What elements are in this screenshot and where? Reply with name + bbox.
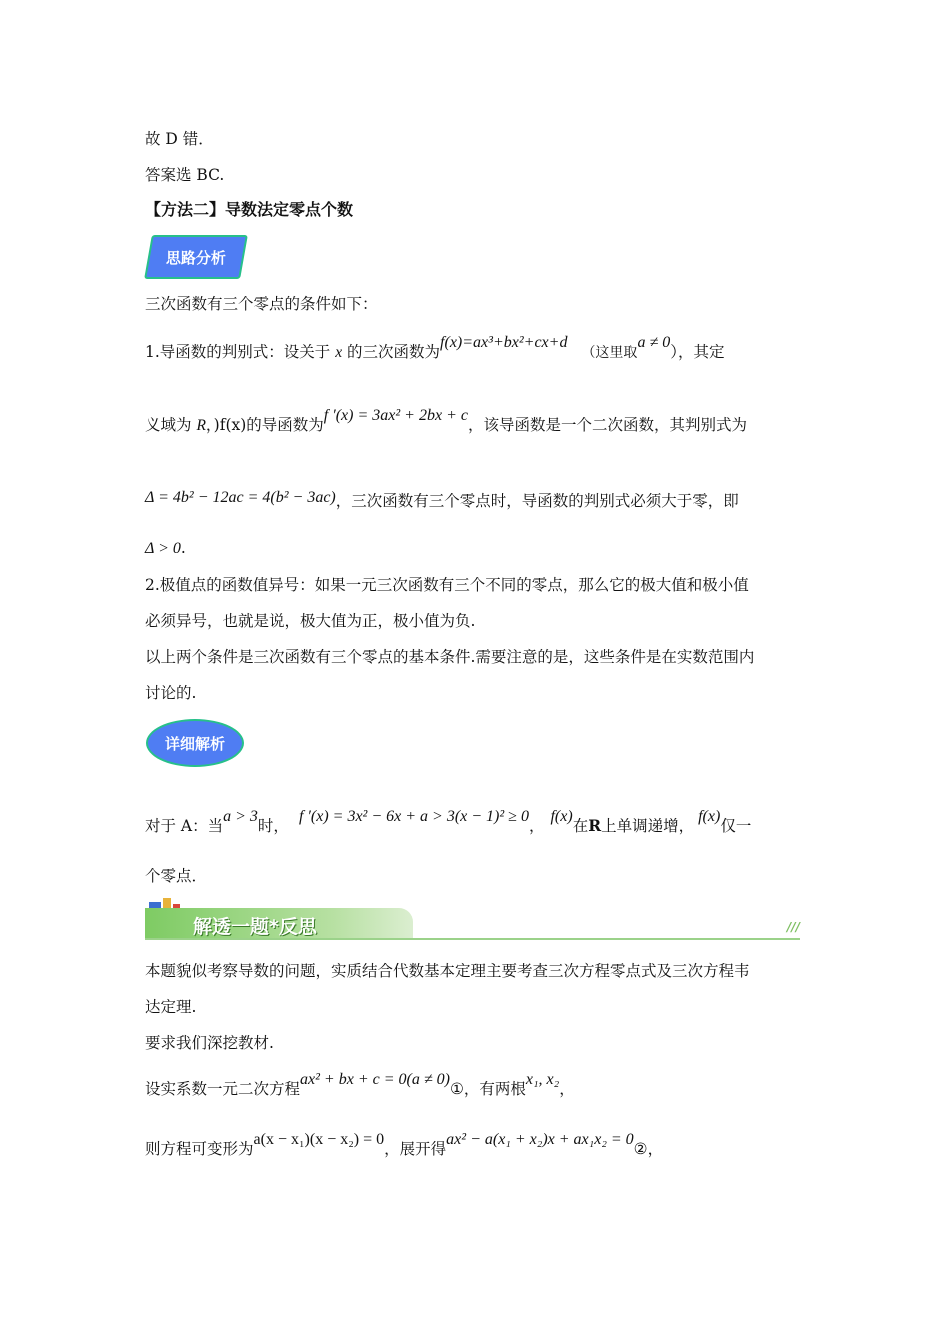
reflection-banner	[145, 896, 800, 942]
text: ②，	[633, 1140, 664, 1158]
text-line: 必须异号，也就是说，极大值为正，极小值为负.	[145, 612, 476, 630]
text: 设实系数一元二次方程	[145, 1080, 301, 1098]
text: 仅一	[720, 817, 752, 835]
option-a-formula: f ′(x) = 3x² − 6x + a > 3(x − 1)² ≥ 0	[298, 808, 529, 825]
condition-1-line	[145, 334, 725, 364]
expanded-formula: ax² − a(x₁ + x₂)x + ax₁x₂ = 0	[446, 1131, 634, 1148]
var-R: R	[196, 417, 206, 434]
text-line: 以上两个条件是三次函数有三个零点的基本条件.需要注意的是，这些条件是在实数范围内	[145, 648, 755, 666]
factor-line	[145, 1131, 664, 1161]
text: 在	[572, 817, 589, 835]
text: 时，	[257, 817, 289, 835]
text: ，)f(x)的导函数为	[205, 416, 324, 434]
delta-line	[145, 537, 186, 560]
text: 上单调递增，	[601, 817, 695, 835]
text: 的三次函数为	[342, 343, 441, 361]
factored-formula: a(x − x₁)(x − x₂) = 0	[253, 1131, 385, 1148]
text: ，展开得	[384, 1140, 447, 1158]
fx: f(x)	[698, 808, 721, 825]
var-x: x	[335, 344, 343, 361]
reflection-line: 本题貌似考察导数的问题，实质结合代数基本定理主要考查三次方程零点式及三次方程韦	[145, 962, 750, 980]
text-line: 达定理.	[145, 998, 197, 1016]
section-heading: 【方法二】导数法定零点个数	[145, 200, 354, 219]
text-line: 要求我们深挖教材.	[145, 1034, 274, 1052]
text: ），其定	[670, 343, 725, 361]
fx: f(x)	[550, 808, 573, 825]
text-line: 个零点．	[145, 867, 208, 885]
text: .	[180, 539, 186, 557]
text: ，	[528, 817, 545, 835]
text: 1.导函数的判别式：设关于	[145, 343, 336, 361]
banner-underline	[145, 938, 800, 940]
option-a-line	[145, 808, 752, 838]
quadratic-formula: ax² + bx + c = 0(a ≠ 0)	[300, 1071, 450, 1088]
derivative-formula: f ′(x) = 3ax² + 2bx + c	[323, 407, 468, 424]
text: 则方程可变形为	[145, 1140, 254, 1158]
a-condition: a > 3	[223, 808, 258, 825]
analysis-badge-label: 思路分析	[165, 249, 226, 267]
text: ①，有两根	[449, 1080, 526, 1098]
discriminant-line	[145, 490, 739, 513]
set-R: R	[588, 816, 602, 835]
text-line: 故 D 错．	[145, 130, 214, 148]
cubic-formula: f(x)=ax³+bx²+cx+d	[440, 334, 568, 351]
detail-badge	[146, 719, 244, 767]
banner-title: 解透一题*反思	[193, 916, 317, 938]
text: 义域为	[145, 416, 197, 434]
detail-badge-label: 详细解析	[165, 735, 226, 753]
roots: x₁, x₂	[525, 1071, 560, 1088]
text: ，三次函数有三个零点时，导函数的判别式必须大于零，即	[335, 492, 739, 510]
intro-line: 三次函数有三个零点的条件如下：	[145, 295, 378, 313]
text: （这里取	[581, 345, 638, 361]
analysis-badge	[144, 235, 248, 279]
delta-positive: Δ > 0	[145, 540, 181, 557]
text: ，该导函数是一个二次函数，其判别式为	[467, 416, 747, 434]
domain-line	[145, 407, 747, 437]
quadratic-line	[145, 1071, 575, 1101]
text-line: 讨论的.	[145, 684, 197, 702]
banner-slash: ///	[786, 920, 800, 934]
text: 对于 A：当	[145, 817, 224, 835]
answer-line: 答案选 BC.	[145, 166, 225, 184]
condition-2-line: 2.极值点的函数值异号：如果一元三次函数有三个不同的零点，那么它的极大值和极小值	[145, 576, 749, 594]
discriminant-formula: Δ = 4b² − 12ac = 4(b² − 3ac)	[145, 489, 336, 506]
text: ，	[559, 1080, 575, 1098]
a-nonzero: a ≠ 0	[637, 334, 671, 351]
